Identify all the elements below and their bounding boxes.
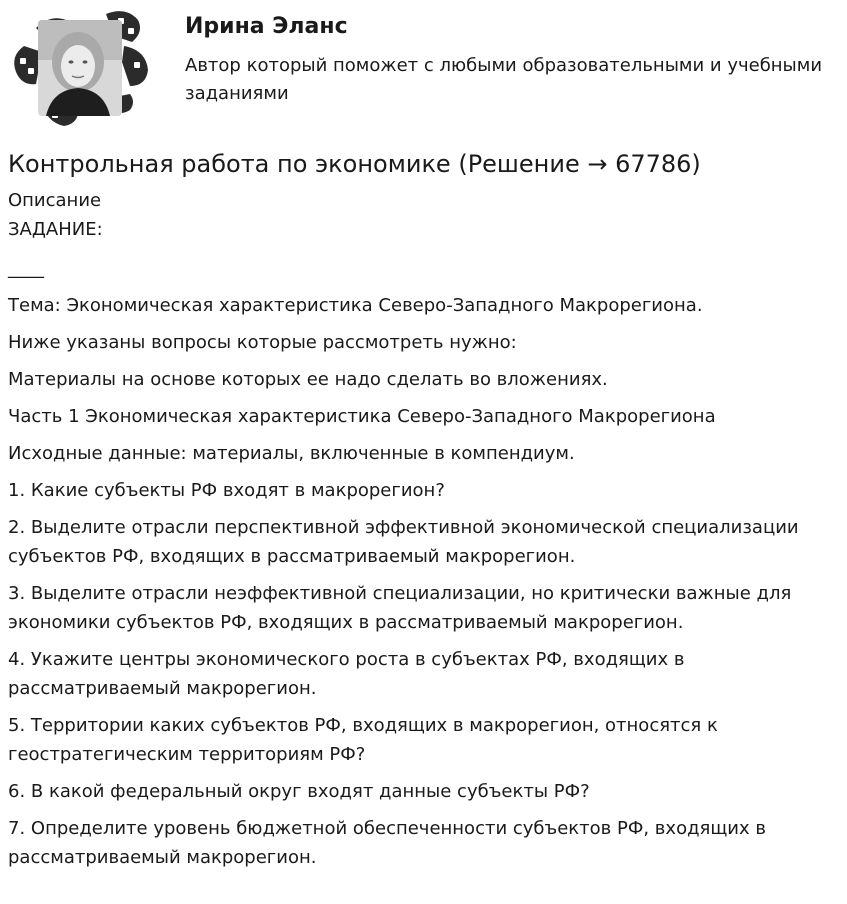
paragraph-topic: Тема: Экономическая характеристика Северо-Западного Макрорегиона. (8, 295, 703, 316)
document-body (8, 146, 840, 872)
question-3: 3. Выделите отрасли неэффективной специализации, но критически важные для экономики субъектов РФ, входящих в рассматриваемый макрорегион. (8, 583, 792, 633)
paragraph-part-1: Часть 1 Экономическая характеристика Северо-Западного Макрорегиона (8, 406, 716, 427)
question-7: 7. Определите уровень бюджетной обеспеченности субъектов РФ, входящих в рассматриваемый макрорегион. (8, 818, 766, 868)
question-2: 2. Выделите отрасли перспективной эффективной экономической специализации субъектов РФ, входящих в рассматриваемый макрорегион. (8, 517, 799, 567)
separator-line: ____ (8, 258, 44, 279)
question-5: 5. Территории каких субъектов РФ, входящих в макрорегион, относятся к геостратегическим территориям РФ? (8, 715, 718, 765)
description-label: Описание (8, 190, 102, 211)
paragraph-source-data: Исходные данные: материалы, включенные в компендиум. (8, 443, 575, 464)
question-4: 4. Укажите центры экономического роста в субъектах РФ, входящих в рассматриваемый макрорегион. (8, 649, 685, 699)
question-1: 1. Какие субъекты РФ входят в макрорегион? (8, 480, 445, 501)
author-name: Ирина Эланс (185, 14, 348, 39)
author-avatar (6, 6, 154, 128)
document-title: Контрольная работа по экономике (Решение → 67786) (8, 150, 701, 178)
paragraph-questions-intro: Ниже указаны вопросы которые рассмотреть нужно: (8, 332, 517, 353)
task-label: ЗАДАНИЕ: (8, 219, 103, 240)
avatar-image (6, 6, 154, 128)
author-header (0, 0, 847, 140)
question-6: 6. В какой федеральный округ входят данные субъекты РФ? (8, 781, 590, 802)
paragraph-materials: Материалы на основе которых ее надо сделать во вложениях. (8, 369, 608, 390)
author-description: Автор который поможет с любыми образовательными и учебными заданиями (185, 55, 823, 104)
